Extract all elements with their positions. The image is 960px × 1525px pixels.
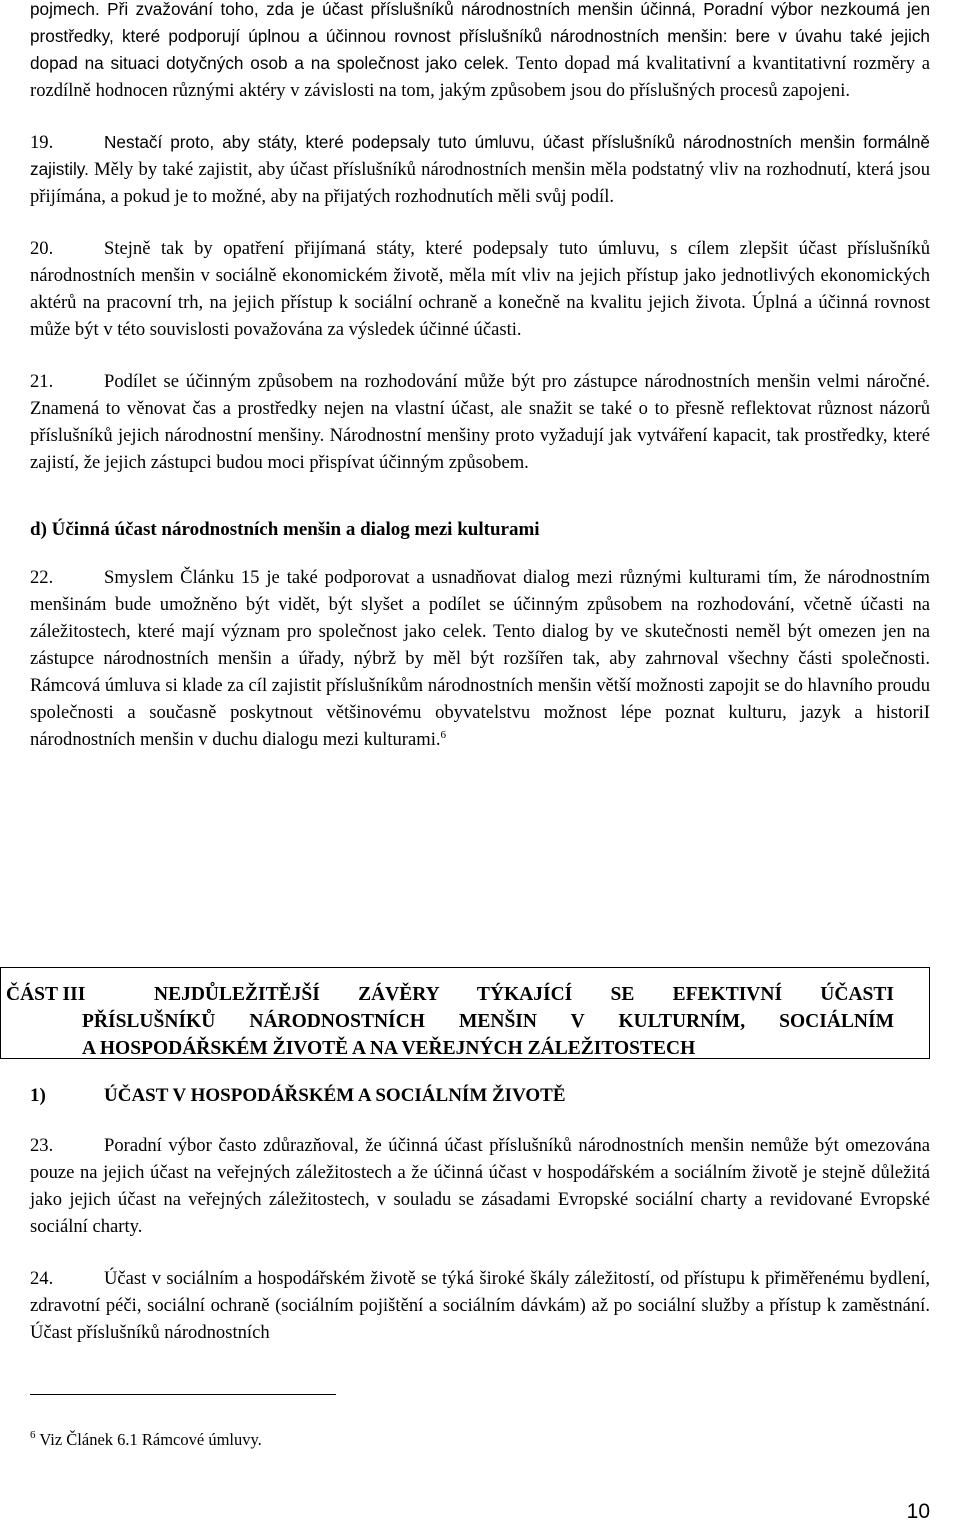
part-title-line-3: A HOSPODÁŘSKÉM ŽIVOTĚ A NA VEŘEJNÝCH ZÁLEŽITOSTECH (82, 1038, 696, 1059)
paragraph-number: 21. (30, 371, 54, 392)
part-label: ČÁST III (6, 984, 86, 1005)
paragraph-22 (30, 564, 930, 753)
paragraph-22-text: Smyslem Článku 15 je také podporovat a usnadňovat dialog mezi různými kulturami tím, že národnostním menšinám bude umožněno být vidět, být slyšet a podílet se účinným způsobem na rozhodování, včetně účasti na záležitostech, které mají význam pro společnost jako celek. Tento dialog by ve skutečnosti neměl být omezen jen na zástupce národnostních menšin a úřady, nýbrž by měl být rozšířen tak, aby zahrnoval všechny části společnosti. Rámcová úmluva si klade za cíl zajistit příslušníkům národnostních menšin větší možnosti zapojit se do hlavního proudu společnosti a současně poskytnout většinovému obyvatelstvu možnost lépe poznat kulturu, jazyk a historiI národnostních menšin v duchu dialogu mezi kulturami. (30, 567, 930, 750)
paragraph-number: 24. (30, 1268, 54, 1289)
paragraph-number: 19. (30, 132, 54, 153)
paragraph-20 (30, 235, 930, 343)
footnote-separator (30, 1394, 336, 1395)
footnote-reference[interactable]: 6 (440, 729, 447, 741)
paragraph-21-text: Podílet se účinným způsobem na rozhodování může být pro zástupce národnostních menšin velmi náročné. Znamená to věnovat čas a prostředky nejen na vlastní účast, ale snažit se také o to přesně reflektovat různost názorů příslušníků jejich národnostní menšiny. Národnostní menšiny proto vyžadují jak vytváření kapacit, tak prostředky, které zajistí, že jejich zástupci budou moci přispívat účinným způsobem. (30, 371, 930, 473)
paragraph-19-sans: Nestačí proto, aby státy, které podepsaly tuto úmluvu, účast příslušníků národnostních menšin formálně zajistily. (30, 132, 930, 179)
part-title (82, 981, 894, 1062)
paragraph-24-text: Účast v sociálním a hospodářském životě se týká široké škály záležitostí, od přístupu k přiměřenému bydlení, zdravotní péči, sociální ochraně (sociálním pojištění a sociálním dávkám) až po sociální služby a přístup k zaměstnání. Účast příslušníků národnostních (30, 1268, 930, 1343)
paragraph-number: 20. (30, 238, 54, 259)
section-1-title: ÚČAST V HOSPODÁŘSKÉM A SOCIÁLNÍM ŽIVOTĚ (104, 1085, 566, 1106)
paragraph-number: 23. (30, 1135, 54, 1156)
paragraph-19 (30, 129, 930, 210)
paragraph-24 (30, 1265, 930, 1346)
section-number: 1) (30, 1085, 46, 1106)
intro-paragraph (30, 0, 930, 104)
part-title-line-2: PŘÍSLUŠNÍKŮ NÁRODNOSTNÍCH MENŠIN V KULTURNÍM, SOCIÁLNÍM (82, 1011, 894, 1032)
document-page-lower (30, 1082, 930, 1346)
section-d-heading: d) Účinná účast národnostních menšin a dialog mezi kulturami (30, 519, 540, 540)
part-iii-box (0, 967, 930, 1059)
section-1-heading (30, 1082, 930, 1109)
paragraph-23 (30, 1132, 930, 1240)
paragraph-number: 22. (30, 567, 54, 588)
document-page (30, 0, 930, 753)
intro-serif-text: Tento dopad má kvalitativní a kvantitativní rozměry a rozdílně hodnocen různými aktéry v závislosti na tom, jakým způsobem jsou do příslušných procesů zapojeni. (30, 53, 930, 101)
paragraph-19-text: Měly by také zajistit, aby účast příslušníků národnostních menšin měla podstatný vliv na rozhodnutí, která jsou přijímána, a pokud je to možné, aby na přijatých rozhodnutích měli svůj podíl. (30, 159, 930, 207)
page-number: 10 (906, 1500, 930, 1523)
paragraph-21 (30, 368, 930, 476)
footnote-text: Viz Článek 6.1 Rámcové úmluvy. (39, 1430, 262, 1449)
footnote-number: 6 (30, 1429, 36, 1441)
paragraph-20-text: Stejně tak by opatření přijímaná státy, které podepsaly tuto úmluvu, s cílem zlepšit účast příslušníků národnostních menšin v sociálně ekonomickém životě, měla mít vliv na jejich přístup jako jednotlivých ekonomických aktérů na pracovní trh, na jejich přístup k sociální ochraně a konečně na kvalitu jejich života. Úplná a účinná rovnost může být v této souvislosti považována za výsledek účinné účasti. (30, 238, 930, 340)
intro-sans-text: pojmech. Při zvažování toho, zda je účast příslušníků národnostních menšin účinná, Poradní výbor nezkoumá jen prostředky, které podporují úplnou a účinnou rovnost příslušníků národnostních menšin: bere v úvahu také jejich dopad na situaci dotyčných osob a na společnost jako celek. (30, 0, 930, 73)
part-title-line-1: NEJDŮLEŽITĚJŠÍ ZÁVĚRY TÝKAJÍCÍ SE EFEKTIVNÍ ÚČASTI (154, 984, 894, 1005)
footnote (30, 1430, 262, 1450)
paragraph-23-text: Poradní výbor často zdůrazňoval, že účinná účast příslušníků národnostních menšin nemůže být omezována pouze na jejich účast na veřejných záležitostech a že účinná účast v hospodářském a sociálním životě je stejně důležitá jako jejich účast na veřejných záležitostech, v souladu se zásadami Evropské sociální charty a revidované Evropské sociální charty. (30, 1135, 930, 1237)
